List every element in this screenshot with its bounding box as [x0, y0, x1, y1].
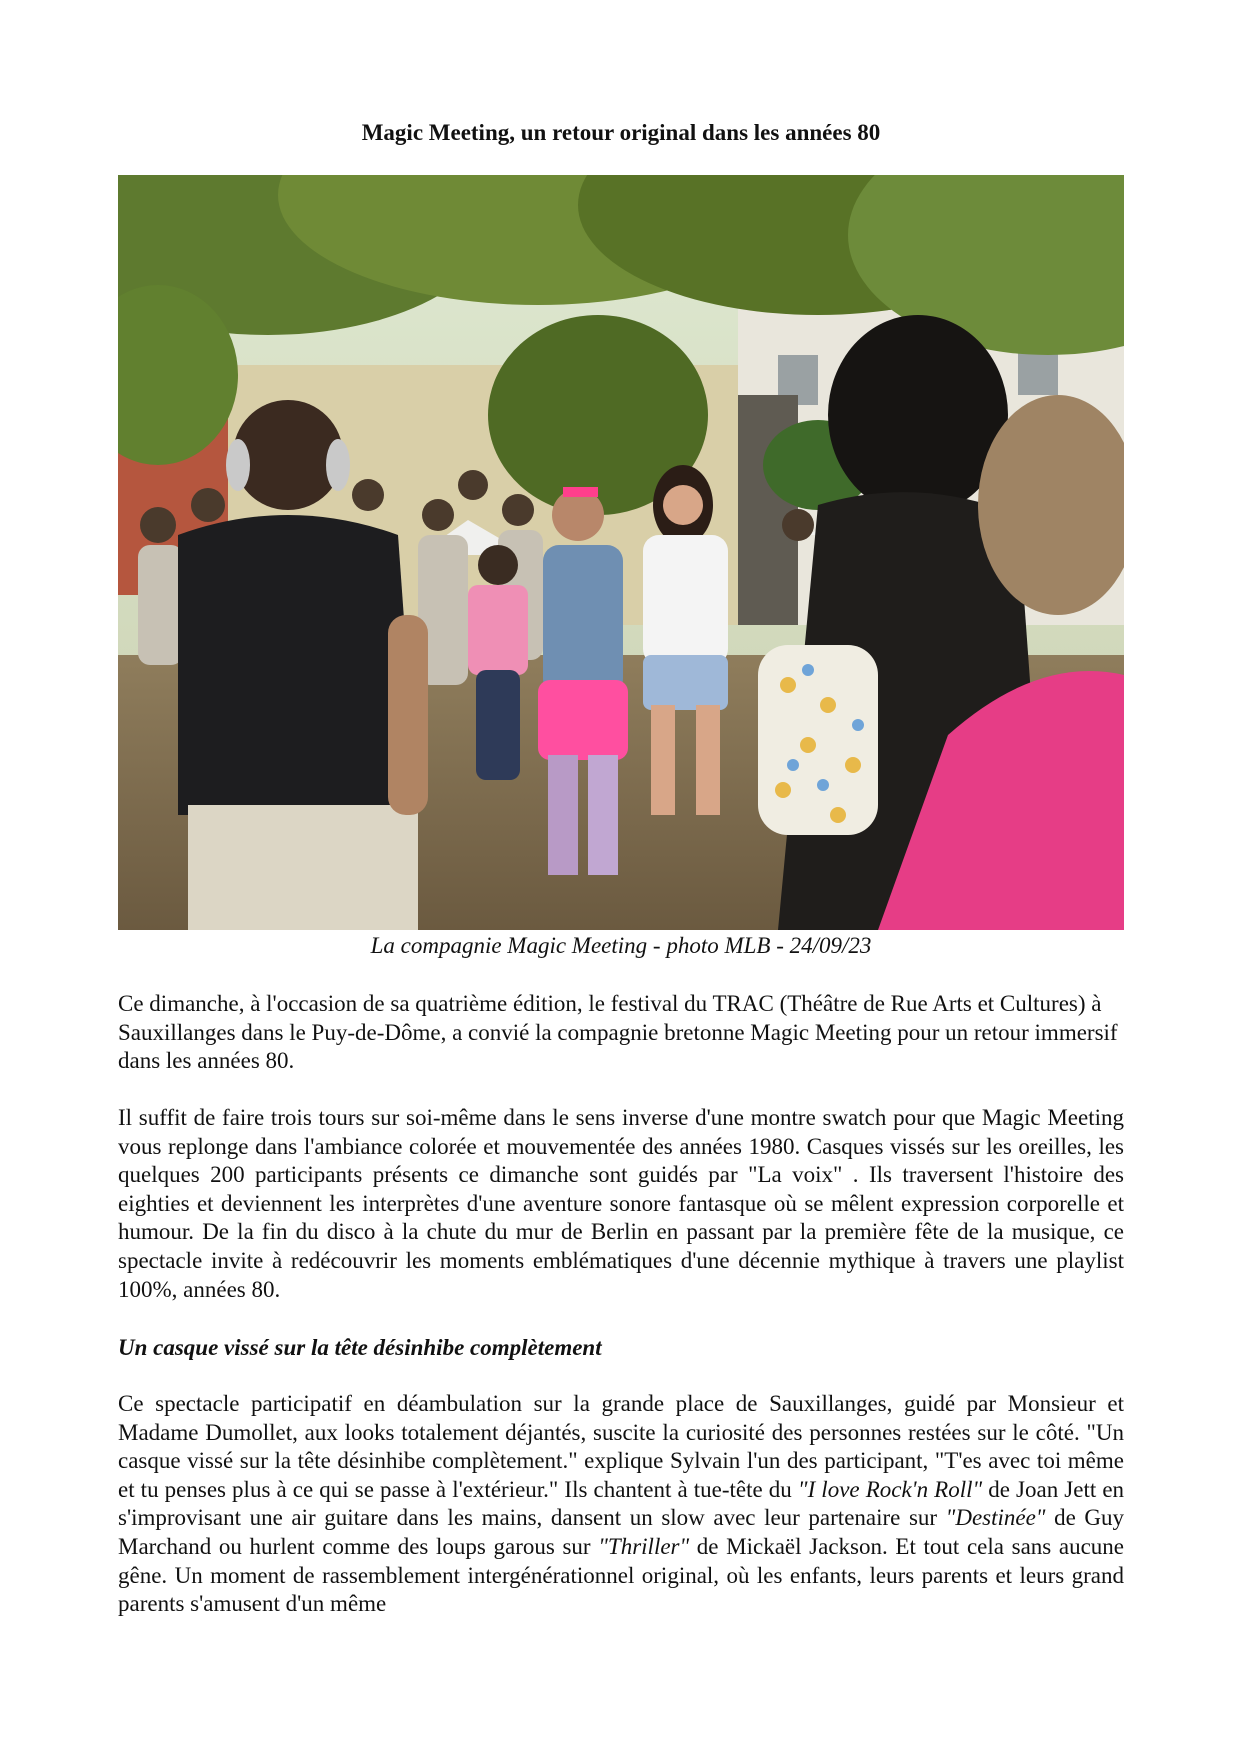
song-title-rock-n-roll: "I love Rock'n Roll" — [797, 1476, 983, 1502]
paragraph-testimony-part1: Ce spectacle participatif en déambulation sur la grande place de Sauxillanges, guidé par Monsieur et Madame Dumollet, aux looks totalement déjantés, suscite la curiosité des personnes restées sur le côté. "Un casque vissé sur la tête désinhibe complètement." explique Sylvain l'un des participant, "T'es avec toi même et tu penses plus à ce qui se passe à l'extérieur." Ils chantent à tue-tête du — [118, 1391, 1124, 1502]
article-title: Magic Meeting, un retour original dans les années 80 — [361, 120, 881, 145]
paragraph-testimony-part2: de Joan Jett en s'improvisant une air guitare dans les mains, dansent un slow avec leur partenaire sur — [118, 1476, 1125, 1531]
paragraph-testimony-part3: de Guy Marchand ou hurlent comme des loups garous sur — [118, 1505, 1124, 1559]
song-title-thriller: "Thriller" — [598, 1533, 690, 1559]
paragraph-testimony — [118, 1390, 1124, 1619]
song-title-destinee: "Destinée" — [945, 1505, 1046, 1531]
paragraph-testimony-part4: de Mickaël Jackson. Et tout cela sans aucune gêne. Un moment de rassemblement intergénérationnel original, où les enfants, leurs parents et leurs grand parents s'amusent d'un même — [118, 1533, 1125, 1617]
paragraph-description: Il suffit de faire trois tours sur soi-même dans le sens inverse d'une montre swatch pour que Magic Meeting vous replonge dans l'ambiance colorée et mouvementée des années 1980. Casques vissés sur les oreilles, les quelques 200 participants présents ce dimanche sont guidés par "La voix" . Ils traversent l'histoire des eighties et deviennent les interprètes d'une aventure sonore fantasque où se mêlent expression corporelle et humour. De la fin du disco à la chute du mur de Berlin en passant par la première fête de la musique, ce spectacle invite à redécouvrir les moments emblématiques d'une décennie mythique à travers une playlist 100%, années 80. — [118, 1105, 1124, 1302]
article-photo — [118, 175, 1124, 930]
photo-illustration — [118, 175, 1124, 930]
photo-caption: La compagnie Magic Meeting - photo MLB - 24/09/23 — [370, 933, 872, 958]
paragraph-intro: Ce dimanche, à l'occasion de sa quatrième édition, le festival du TRAC (Théâtre de Rue Arts et Cultures) à Sauxillanges dans le Puy-de-Dôme, a convié la compagnie bretonne Magic Meeting pour un retour immersif dans les années 80. — [118, 991, 1118, 1074]
section-subheading: Un casque vissé sur la tête désinhibe complètement — [118, 1335, 602, 1360]
